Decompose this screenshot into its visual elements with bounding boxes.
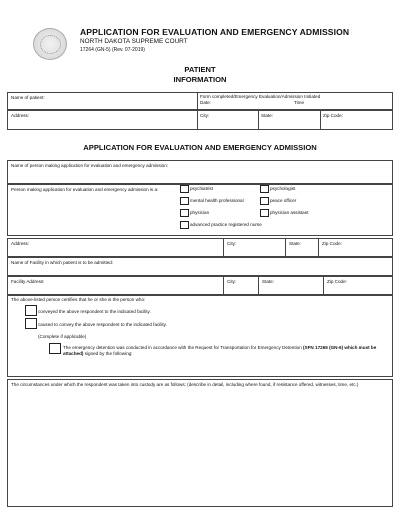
caused-to-convey-checkbox[interactable]: [25, 318, 37, 329]
applicant-zip-field[interactable]: Zip Code:: [322, 241, 342, 246]
applicant-city-field[interactable]: City:: [227, 241, 237, 246]
patient-city-field[interactable]: City:: [200, 113, 210, 118]
mental-health-professional-checkbox[interactable]: [180, 197, 189, 205]
patient-heading-line2: INFORMATION: [173, 75, 227, 84]
psychiatrist-checkbox[interactable]: [180, 185, 189, 193]
physician-label: physician: [190, 210, 210, 215]
facility-city-field[interactable]: City:: [227, 279, 237, 284]
facility-zip-field[interactable]: Zip Code:: [327, 279, 347, 284]
facility-name-field[interactable]: Name of Facility in which patient is to be admitted:: [11, 260, 114, 265]
complete-if-applicable: (Complete if applicable): [38, 334, 87, 339]
form-completed-label: Form completed/Emergency Evaluation/Admission Initiated: [200, 94, 321, 99]
application-heading: APPLICATION FOR EVALUATION AND EMERGENCY ADMISSION: [83, 143, 317, 152]
patient-name-field[interactable]: Name of patient:: [11, 95, 45, 100]
peace-officer-checkbox[interactable]: [260, 197, 269, 205]
apr-nurse-label: advanced practice registered nurse: [190, 222, 262, 227]
date-field[interactable]: Date:: [200, 100, 211, 105]
court-name: NORTH DAKOTA SUPREME COURT: [80, 38, 188, 45]
physician-assistant-label: physician assistant: [270, 210, 309, 215]
psychiatrist-label: psychiatrist: [190, 186, 213, 191]
conveyed-label: conveyed the above respondent to the indicated facility.: [38, 309, 151, 314]
physician-checkbox[interactable]: [180, 209, 189, 217]
patient-zip-field[interactable]: Zip Code:: [323, 113, 343, 118]
court-seal-logo: [33, 28, 67, 60]
patient-state-field[interactable]: State:: [261, 113, 274, 118]
transport-request-text: The emergency detention was conducted in accordance with the Request for Transportation for Emergency Detention (SFN 17265 (GN-6) which must be attached) signed by the following:: [63, 345, 377, 357]
applicant-role-label: Person making application for evaluation and emergency admission is a:: [11, 187, 159, 192]
facility-address-field[interactable]: Facility Address:: [11, 279, 45, 284]
peace-officer-label: peace officer: [270, 198, 297, 203]
psychologist-checkbox[interactable]: [260, 185, 269, 193]
conveyed-checkbox[interactable]: [25, 305, 37, 316]
circumstances-label: The circumstances under which the respondent was taken into custody are as follows: (describe in detail, including where found, if resistance offered, witnesses, time, etc.): [11, 382, 359, 387]
certify-label: The above-listed person certifies that he or she is the person who:: [11, 297, 146, 302]
circumstances-block[interactable]: [7, 379, 393, 507]
mental-health-professional-label: mental health professional: [190, 198, 244, 203]
time-field[interactable]: Time: [294, 100, 305, 105]
form-title: APPLICATION FOR EVALUATION AND EMERGENCY ADMISSION: [80, 27, 350, 37]
applicant-name-field[interactable]: Name of person making application for evaluation and emergency admission:: [11, 163, 169, 168]
patient-heading-line1: PATIENT: [184, 65, 216, 74]
applicant-state-field[interactable]: State:: [289, 241, 302, 246]
apr-nurse-checkbox[interactable]: [180, 221, 189, 229]
applicant-address-field[interactable]: Address:: [11, 241, 30, 246]
patient-address-field[interactable]: Address:: [11, 113, 30, 118]
psychologist-label: psychologist: [270, 186, 296, 191]
facility-state-field[interactable]: State:: [262, 279, 275, 284]
transport-request-checkbox[interactable]: [49, 343, 61, 354]
caused-to-convey-label: caused to convey the above respondent to the indicated facility.: [38, 322, 167, 327]
physician-assistant-checkbox[interactable]: [260, 209, 269, 217]
form-number: 17264 (GN-5) (Rev. 07-2019): [80, 47, 145, 53]
